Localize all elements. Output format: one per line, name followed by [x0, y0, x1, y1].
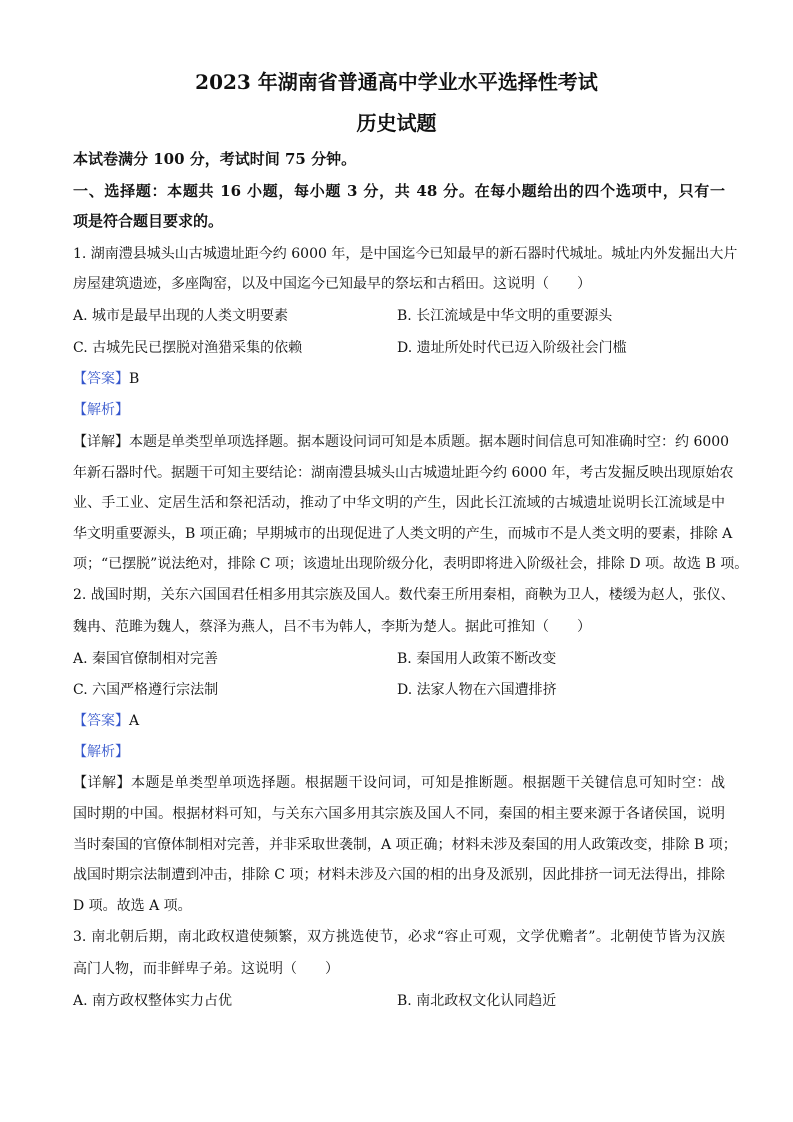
- section-heading-line-2: 项是符合题目要求的。: [73, 212, 224, 230]
- q1-detail-line-5: 项；“已摆脱”说法绝对，排除 C 项；该遗址出现阶级分化，表明即将进入阶级社会，排除 D 项。故选 B 项。: [73, 556, 749, 572]
- analysis-label: 【解析】: [73, 744, 129, 760]
- q1-option-c: C. 古城先民已摆脱对渔猎采集的依赖: [73, 340, 303, 356]
- q2-detail-text-1: 本题是单类型单项选择题。根据题干设问词，可知是推断题。根据题干关键信息可知时空：战: [131, 775, 725, 791]
- q2-option-a: A. 秦国官僚制相对完善: [73, 651, 219, 667]
- q2-answer-row: [73, 712, 725, 730]
- q1-answer-value: B: [129, 371, 140, 387]
- q2-detail-line-1: [73, 774, 725, 792]
- q3-option-a: A. 南方政权整体实力占优: [73, 993, 233, 1009]
- q2-detail-line-4: 战国时期宗法制遭到冲击，排除 C 项；材料未涉及六国的相的出身及派别，因此排挤一词无法得出，排除: [73, 867, 725, 883]
- q2-option-d: D. 法家人物在六国遭排挤: [397, 682, 557, 698]
- q1-answer-row: [73, 370, 725, 388]
- section-heading-line-1: 一、选择题：本题共 16 小题，每小题 3 分，共 48 分。在每小题给出的四个选项中，只有一: [73, 182, 725, 200]
- detail-label: 【详解】: [73, 775, 131, 791]
- q3-stem-line-1: 3. 南北朝后期，南北政权遣使频繁，双方挑选使节，必求“容止可观，文学优赡者”。北朝使节皆为汉族: [73, 929, 725, 945]
- q1-detail-text-1: 本题是单类型单项选择题。据本题设问词可知是本质题。据本题时间信息可知准确时空：约 6000: [129, 434, 730, 450]
- q1-stem-line-2: 房屋建筑遗迹，多座陶窑，以及中国迄今已知最早的祭坛和古稻田。这说明（ ）: [73, 276, 591, 292]
- exam-subject-title: 历史试题: [356, 111, 437, 135]
- q2-analysis-row: [73, 743, 725, 761]
- q2-detail-line-3: 当时秦国的官僚体制相对完善，并非采取世袭制，A 项正确；材料未涉及秦国的用人政策改变，排除 B 项；: [73, 837, 737, 853]
- q1-option-a: A. 城市是最早出现的人类文明要素: [73, 308, 289, 324]
- q3-stem-line-2: 高门人物，而非鲜卑子弟。这说明（ ）: [73, 961, 339, 977]
- q2-detail-line-2: 国时期的中国。根据材料可知，与关东六国多用其宗族及国人不同，秦国的相主要来源于各诸侯国，说明: [73, 806, 725, 822]
- q1-option-d: D. 遗址所处时代已迈入阶级社会门槛: [397, 340, 627, 356]
- answer-label: 【答案】: [73, 713, 129, 729]
- q1-option-b: B. 长江流域是中华文明的重要源头: [397, 308, 613, 324]
- q1-detail-line-1: [73, 433, 730, 451]
- q2-option-c: C. 六国严格遵行宗法制: [73, 682, 219, 698]
- q2-detail-line-5: D 项。故选 A 项。: [73, 898, 192, 914]
- q2-stem-line-1: 2. 战国时期，关东六国国君任相多用其宗族及国人。数代秦王所用秦相，商鞅为卫人，楼缓为赵人，张仪、: [73, 587, 735, 603]
- q2-answer-value: A: [129, 713, 140, 729]
- exam-intro: 本试卷满分 100 分，考试时间 75 分钟。: [73, 150, 357, 168]
- analysis-label: 【解析】: [73, 402, 129, 418]
- q1-analysis-row: [73, 401, 725, 419]
- answer-label: 【答案】: [73, 371, 129, 387]
- detail-label: 【详解】: [73, 434, 129, 450]
- exam-title: 2023 年湖南省普通高中学业水平选择性考试: [195, 70, 598, 94]
- q1-detail-line-2: 年新石器时代。据题干可知主要结论：湖南澧县城头山古城遗址距今约 6000 年，考古发掘反映出现原始农: [73, 465, 734, 481]
- q2-stem-line-2: 魏冉、范雎为魏人，蔡泽为燕人，吕不韦为韩人，李斯为楚人。据此可推知（ ）: [73, 619, 591, 635]
- q3-option-b: B. 南北政权文化认同趋近: [397, 993, 557, 1009]
- q1-detail-line-3: 业、手工业、定居生活和祭祀活动，推动了中华文明的产生，因此长江流域的古城遗址说明长江流域是中: [73, 495, 725, 511]
- q1-stem-line-1: 1. 湖南澧县城头山古城遗址距今约 6000 年，是中国迄今已知最早的新石器时代城址。城址内外发掘出大片: [73, 246, 738, 262]
- q1-detail-line-4: 华文明重要源头，B 项正确；早期城市的出现促进了人类文明的产生，而城市不是人类文明的要素，排除 A: [73, 526, 733, 542]
- q2-option-b: B. 秦国用人政策不断改变: [397, 651, 557, 667]
